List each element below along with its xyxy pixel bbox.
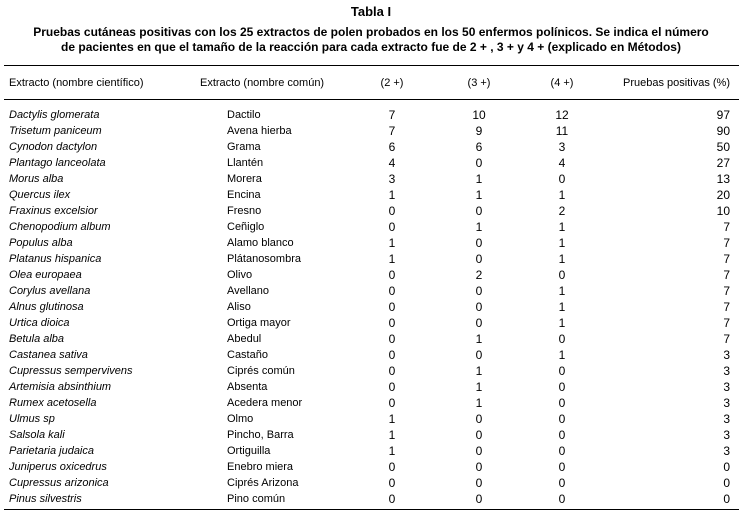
caption-line-1: Pruebas cutáneas positivas con los 25 extractos de polen probados en los 50 enfermos polínicos. Se indica el número bbox=[33, 25, 709, 39]
cell-positive-percent: 7 bbox=[723, 284, 730, 298]
cell-positive-percent: 7 bbox=[723, 252, 730, 266]
cell-three-plus: 1 bbox=[475, 332, 483, 346]
cell-positive-percent: 7 bbox=[723, 236, 730, 250]
cell-two-plus: 0 bbox=[388, 348, 396, 362]
cell-four-plus: 1 bbox=[558, 300, 566, 314]
cell-scientific-name: Morus alba bbox=[9, 173, 64, 185]
cell-four-plus: 0 bbox=[558, 460, 566, 474]
cell-positive-percent: 20 bbox=[716, 188, 730, 202]
table-row bbox=[0, 316, 742, 332]
cell-common-name: Ortiga mayor bbox=[227, 317, 291, 329]
cell-four-plus: 11 bbox=[555, 124, 569, 138]
table-title: Tabla I bbox=[350, 4, 392, 19]
cell-scientific-name: Pinus silvestris bbox=[9, 493, 82, 505]
cell-four-plus: 0 bbox=[558, 396, 566, 410]
cell-two-plus: 1 bbox=[388, 252, 396, 266]
cell-common-name: Ciprés común bbox=[227, 365, 295, 377]
cell-scientific-name: Populus alba bbox=[9, 237, 73, 249]
cell-three-plus: 0 bbox=[475, 476, 483, 490]
cell-three-plus: 0 bbox=[475, 156, 483, 170]
cell-two-plus: 7 bbox=[388, 124, 396, 138]
cell-scientific-name: Castanea sativa bbox=[9, 349, 88, 361]
cell-four-plus: 1 bbox=[558, 284, 566, 298]
cell-scientific-name: Artemisia absinthium bbox=[9, 381, 112, 393]
cell-scientific-name: Platanus hispanica bbox=[9, 253, 102, 265]
cell-scientific-name: Corylus avellana bbox=[9, 285, 91, 297]
cell-two-plus: 0 bbox=[388, 476, 396, 490]
cell-scientific-name: Salsola kali bbox=[9, 429, 65, 441]
cell-three-plus: 1 bbox=[475, 220, 483, 234]
table-row bbox=[0, 396, 742, 412]
cell-positive-percent: 3 bbox=[723, 380, 730, 394]
table-row bbox=[0, 236, 742, 252]
cell-positive-percent: 10 bbox=[716, 204, 730, 218]
cell-four-plus: 3 bbox=[558, 140, 566, 154]
cell-three-plus: 0 bbox=[475, 300, 483, 314]
cell-two-plus: 0 bbox=[388, 492, 396, 506]
table-row bbox=[0, 188, 742, 204]
cell-three-plus: 0 bbox=[475, 492, 483, 506]
table-row bbox=[0, 156, 742, 172]
cell-three-plus: 9 bbox=[475, 124, 483, 138]
cell-common-name: Encina bbox=[227, 189, 261, 201]
cell-two-plus: 1 bbox=[388, 188, 396, 202]
cell-three-plus: 2 bbox=[475, 268, 483, 282]
cell-scientific-name: Olea europaea bbox=[9, 269, 82, 281]
cell-three-plus: 0 bbox=[475, 428, 483, 442]
cell-scientific-name: Cupressus arizonica bbox=[9, 477, 109, 489]
bottom-rule bbox=[4, 509, 739, 510]
cell-common-name: Morera bbox=[227, 173, 262, 185]
cell-four-plus: 1 bbox=[558, 236, 566, 250]
cell-positive-percent: 7 bbox=[723, 332, 730, 346]
cell-four-plus: 0 bbox=[558, 268, 566, 282]
cell-common-name: Olmo bbox=[227, 413, 254, 425]
cell-three-plus: 0 bbox=[475, 348, 483, 362]
header-four-plus: (4 +) bbox=[550, 77, 574, 89]
table-row bbox=[0, 220, 742, 236]
cell-scientific-name: Ulmus sp bbox=[9, 413, 55, 425]
cell-positive-percent: 13 bbox=[716, 172, 730, 186]
cell-common-name: Alamo blanco bbox=[227, 237, 294, 249]
table-row bbox=[0, 124, 742, 140]
table-row bbox=[0, 412, 742, 428]
cell-three-plus: 0 bbox=[475, 460, 483, 474]
cell-three-plus: 0 bbox=[475, 204, 483, 218]
cell-four-plus: 0 bbox=[558, 364, 566, 378]
cell-four-plus: 0 bbox=[558, 428, 566, 442]
cell-scientific-name: Urtica dioica bbox=[9, 317, 70, 329]
table-row bbox=[0, 108, 742, 124]
table-row bbox=[0, 444, 742, 460]
cell-positive-percent: 3 bbox=[723, 412, 730, 426]
cell-positive-percent: 0 bbox=[723, 492, 730, 506]
cell-two-plus: 0 bbox=[388, 220, 396, 234]
header-rule bbox=[4, 99, 739, 100]
cell-four-plus: 0 bbox=[558, 380, 566, 394]
table-row bbox=[0, 364, 742, 380]
cell-positive-percent: 7 bbox=[723, 300, 730, 314]
cell-positive-percent: 0 bbox=[723, 460, 730, 474]
cell-three-plus: 0 bbox=[475, 284, 483, 298]
cell-two-plus: 0 bbox=[388, 364, 396, 378]
cell-four-plus: 2 bbox=[558, 204, 566, 218]
cell-three-plus: 1 bbox=[475, 380, 483, 394]
top-rule bbox=[4, 65, 739, 66]
cell-common-name: Plátanosombra bbox=[227, 253, 301, 265]
cell-scientific-name: Cynodon dactylon bbox=[9, 141, 98, 153]
cell-two-plus: 0 bbox=[388, 332, 396, 346]
cell-scientific-name: Quercus ilex bbox=[9, 189, 71, 201]
cell-three-plus: 0 bbox=[475, 444, 483, 458]
cell-three-plus: 1 bbox=[475, 396, 483, 410]
table-row bbox=[0, 140, 742, 156]
cell-three-plus: 6 bbox=[475, 140, 483, 154]
cell-scientific-name: Fraxinus excelsior bbox=[9, 205, 98, 217]
cell-two-plus: 7 bbox=[388, 108, 396, 122]
cell-four-plus: 1 bbox=[558, 348, 566, 362]
cell-four-plus: 12 bbox=[555, 108, 569, 122]
cell-scientific-name: Juniperus oxicedrus bbox=[9, 461, 107, 473]
table-row bbox=[0, 428, 742, 444]
cell-scientific-name: Betula alba bbox=[9, 333, 65, 345]
cell-common-name: Ceñiglo bbox=[227, 221, 265, 233]
cell-positive-percent: 3 bbox=[723, 348, 730, 362]
cell-four-plus: 0 bbox=[558, 332, 566, 346]
cell-scientific-name: Alnus glutinosa bbox=[9, 301, 84, 313]
cell-common-name: Ortiguilla bbox=[227, 445, 271, 457]
table-row bbox=[0, 492, 742, 508]
cell-common-name: Aliso bbox=[227, 301, 251, 313]
cell-four-plus: 1 bbox=[558, 188, 566, 202]
cell-two-plus: 0 bbox=[388, 396, 396, 410]
table-row bbox=[0, 204, 742, 220]
table-body bbox=[0, 108, 742, 508]
cell-common-name: Avena hierba bbox=[227, 125, 292, 137]
cell-scientific-name: Rumex acetosella bbox=[9, 397, 97, 409]
header-positive-percent: Pruebas positivas (%) bbox=[623, 77, 730, 89]
cell-two-plus: 0 bbox=[388, 268, 396, 282]
cell-common-name: Avellano bbox=[227, 285, 269, 297]
cell-four-plus: 4 bbox=[558, 156, 566, 170]
cell-four-plus: 0 bbox=[558, 444, 566, 458]
cell-four-plus: 1 bbox=[558, 252, 566, 266]
cell-two-plus: 0 bbox=[388, 284, 396, 298]
cell-two-plus: 1 bbox=[388, 444, 396, 458]
cell-positive-percent: 27 bbox=[716, 156, 730, 170]
cell-four-plus: 0 bbox=[558, 412, 566, 426]
cell-three-plus: 1 bbox=[475, 188, 483, 202]
table-row bbox=[0, 332, 742, 348]
cell-positive-percent: 3 bbox=[723, 428, 730, 442]
table-caption bbox=[4, 25, 738, 55]
cell-common-name: Grama bbox=[227, 141, 261, 153]
table-row bbox=[0, 476, 742, 492]
cell-two-plus: 0 bbox=[388, 380, 396, 394]
cell-three-plus: 0 bbox=[475, 316, 483, 330]
cell-scientific-name: Trisetum paniceum bbox=[9, 125, 102, 137]
table-row bbox=[0, 268, 742, 284]
cell-four-plus: 1 bbox=[558, 316, 566, 330]
header-common-name: Extracto (nombre común) bbox=[200, 77, 325, 89]
table-row bbox=[0, 460, 742, 476]
cell-scientific-name: Chenopodium album bbox=[9, 221, 111, 233]
table-row bbox=[0, 252, 742, 268]
table-row bbox=[0, 380, 742, 396]
cell-common-name: Ciprés Arizona bbox=[227, 477, 299, 489]
cell-four-plus: 0 bbox=[558, 476, 566, 490]
cell-three-plus: 0 bbox=[475, 252, 483, 266]
cell-scientific-name: Dactylis glomerata bbox=[9, 109, 100, 121]
cell-scientific-name: Cupressus sempervivens bbox=[9, 365, 133, 377]
cell-common-name: Pino común bbox=[227, 493, 286, 505]
cell-common-name: Dactilo bbox=[227, 109, 261, 121]
cell-common-name: Abedul bbox=[227, 333, 262, 345]
cell-four-plus: 1 bbox=[558, 220, 566, 234]
cell-two-plus: 4 bbox=[388, 156, 396, 170]
table-header-row bbox=[0, 76, 742, 90]
cell-common-name: Acedera menor bbox=[227, 397, 303, 409]
cell-three-plus: 0 bbox=[475, 236, 483, 250]
table-row bbox=[0, 348, 742, 364]
cell-positive-percent: 3 bbox=[723, 396, 730, 410]
cell-positive-percent: 3 bbox=[723, 364, 730, 378]
cell-positive-percent: 90 bbox=[716, 124, 730, 138]
cell-four-plus: 0 bbox=[558, 172, 566, 186]
cell-two-plus: 0 bbox=[388, 460, 396, 474]
cell-common-name: Absenta bbox=[227, 381, 268, 393]
cell-three-plus: 10 bbox=[472, 108, 486, 122]
cell-two-plus: 0 bbox=[388, 316, 396, 330]
cell-common-name: Olivo bbox=[227, 269, 253, 281]
cell-positive-percent: 97 bbox=[716, 108, 730, 122]
cell-four-plus: 0 bbox=[558, 492, 566, 506]
cell-positive-percent: 7 bbox=[723, 220, 730, 234]
cell-two-plus: 1 bbox=[388, 236, 396, 250]
table-row bbox=[0, 284, 742, 300]
cell-scientific-name: Parietaria judaica bbox=[9, 445, 94, 457]
cell-common-name: Fresno bbox=[227, 205, 262, 217]
table-row bbox=[0, 300, 742, 316]
cell-common-name: Pincho, Barra bbox=[227, 429, 294, 441]
cell-positive-percent: 50 bbox=[716, 140, 730, 154]
cell-two-plus: 1 bbox=[388, 412, 396, 426]
header-scientific-name: Extracto (nombre científico) bbox=[9, 77, 144, 89]
cell-three-plus: 1 bbox=[475, 172, 483, 186]
cell-common-name: Castaño bbox=[227, 349, 268, 361]
cell-positive-percent: 0 bbox=[723, 476, 730, 490]
caption-line-2: de pacientes en que el tamaño de la reacción para cada extracto fue de 2 + , 3 + y 4 + (explicado en Métodos) bbox=[61, 40, 681, 54]
cell-positive-percent: 3 bbox=[723, 444, 730, 458]
cell-common-name: Enebro miera bbox=[227, 461, 294, 473]
cell-two-plus: 0 bbox=[388, 204, 396, 218]
cell-three-plus: 1 bbox=[475, 364, 483, 378]
cell-two-plus: 6 bbox=[388, 140, 396, 154]
cell-positive-percent: 7 bbox=[723, 316, 730, 330]
header-two-plus: (2 +) bbox=[380, 77, 404, 89]
cell-positive-percent: 7 bbox=[723, 268, 730, 282]
cell-scientific-name: Plantago lanceolata bbox=[9, 157, 106, 169]
cell-common-name: Llantén bbox=[227, 157, 264, 169]
cell-two-plus: 0 bbox=[388, 300, 396, 314]
cell-two-plus: 3 bbox=[388, 172, 396, 186]
cell-two-plus: 1 bbox=[388, 428, 396, 442]
cell-three-plus: 0 bbox=[475, 412, 483, 426]
header-three-plus: (3 +) bbox=[467, 77, 491, 89]
table-row bbox=[0, 172, 742, 188]
